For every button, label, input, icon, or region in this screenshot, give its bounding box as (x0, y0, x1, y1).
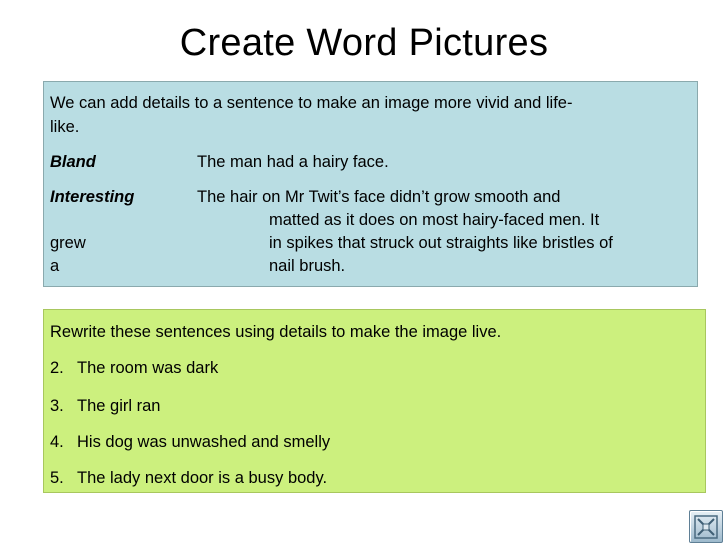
interesting-sentence-line-4: nail brush. (269, 257, 346, 275)
interesting-label: Interesting (50, 188, 135, 206)
task-instruction: Rewrite these sentences using details to make the image live. (50, 323, 502, 341)
interesting-sentence-line-3: in spikes that struck out straights like bristles of (269, 234, 613, 252)
intro-text-line-1: We can add details to a sentence to make an image more vivid and life- (50, 94, 573, 112)
page-title: Create Word Pictures (179, 22, 549, 64)
interesting-sentence-word-a: a (50, 257, 60, 275)
slide-navigation-icon (694, 515, 718, 539)
list-item-number: 4. (50, 433, 64, 451)
interesting-sentence-word-grew: grew (50, 234, 86, 252)
list-item: The lady next door is a busy body. (77, 469, 328, 487)
intro-text-line-2: like. (50, 118, 80, 136)
interesting-sentence-line-2: matted as it does on most hairy-faced men. It (269, 211, 600, 229)
task-box (43, 309, 706, 493)
list-item: His dog was unwashed and smelly (77, 433, 331, 451)
list-item: The room was dark (77, 359, 219, 377)
list-item-number: 3. (50, 397, 64, 415)
list-item-number: 2. (50, 359, 64, 377)
list-item-number: 5. (50, 469, 64, 487)
list-item: The girl ran (77, 397, 161, 415)
bland-label: Bland (50, 153, 96, 171)
slide-navigation-button[interactable] (689, 510, 723, 543)
example-box (43, 81, 698, 287)
interesting-sentence-line-1: The hair on Mr Twit’s face didn’t grow smooth and (197, 188, 561, 206)
bland-sentence: The man had a hairy face. (197, 153, 389, 171)
